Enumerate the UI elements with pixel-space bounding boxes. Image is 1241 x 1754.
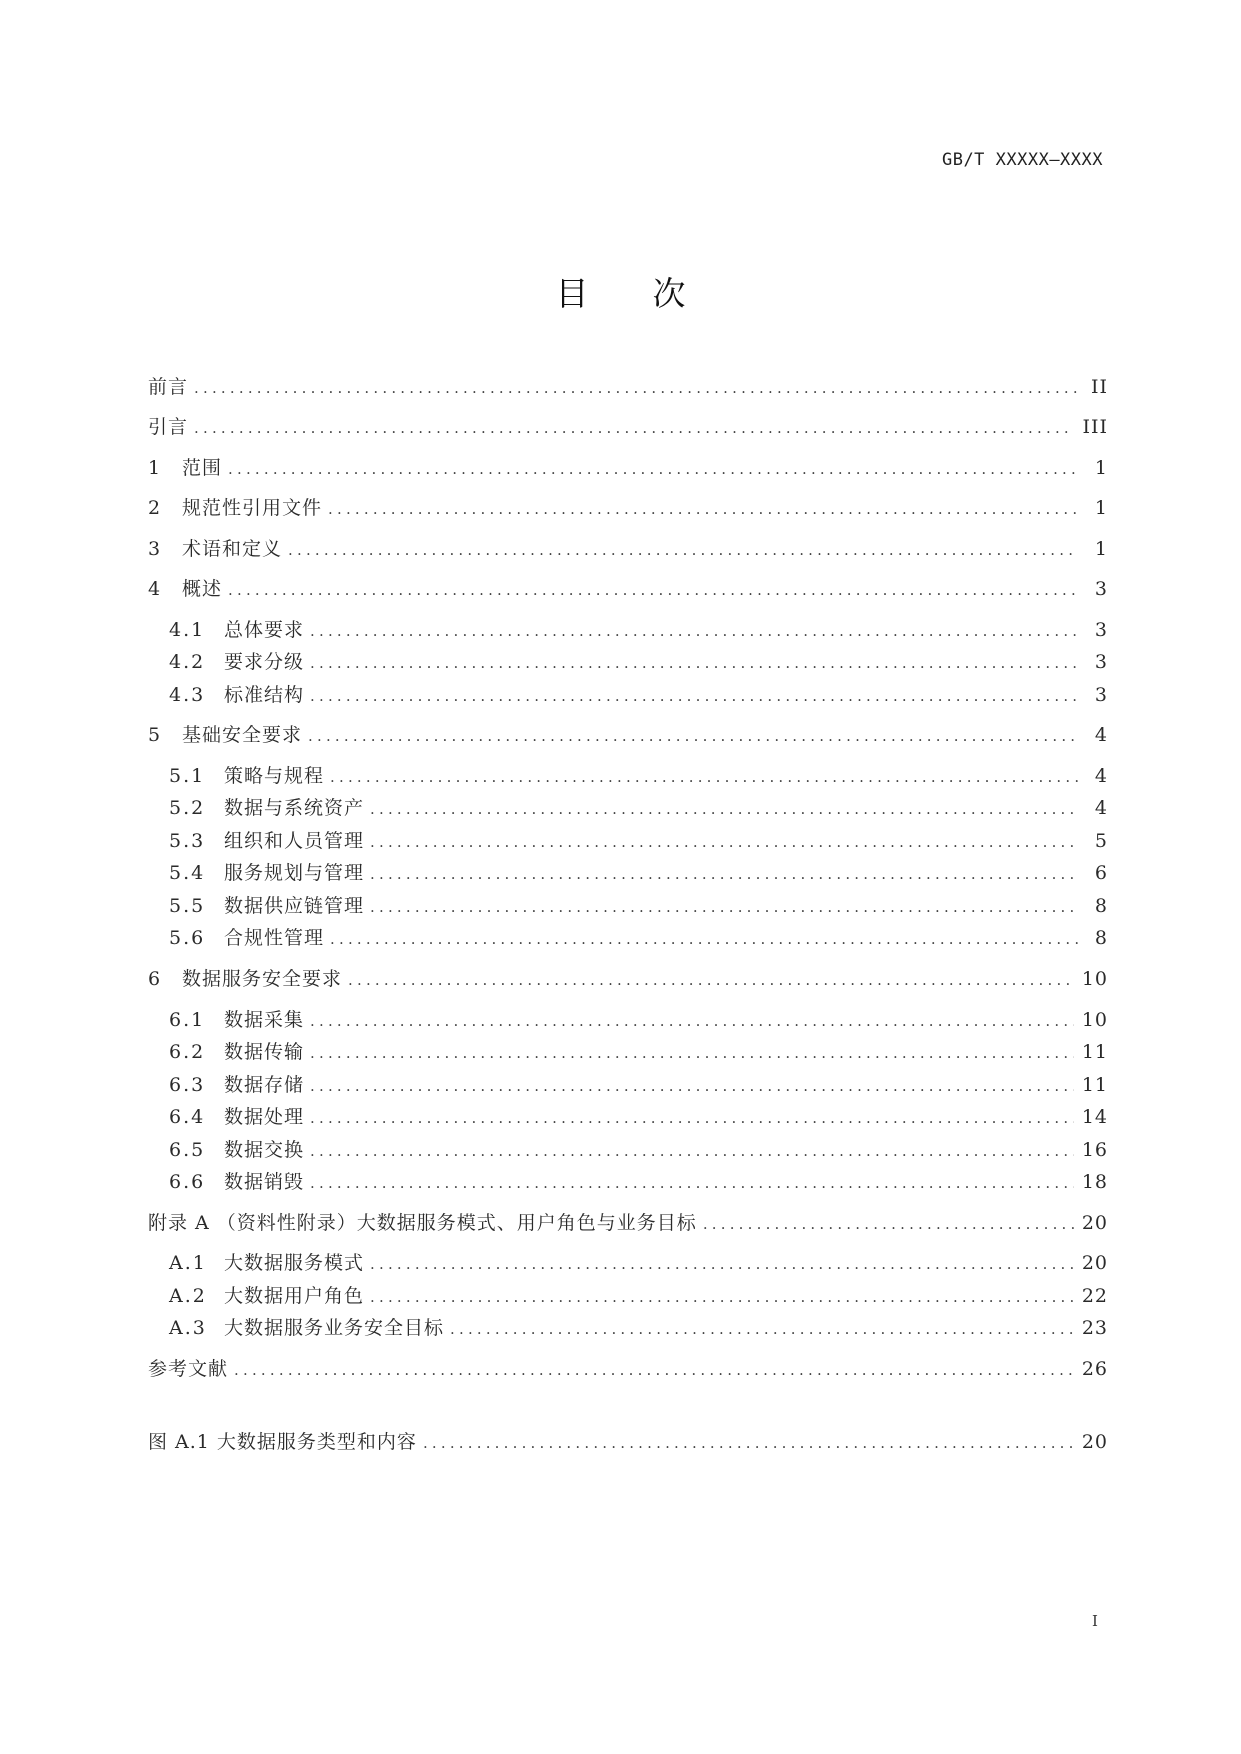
toc-leader-dots bbox=[310, 1105, 1074, 1131]
toc-entry-page: II bbox=[1090, 376, 1108, 398]
toc-entry-page: 16 bbox=[1081, 1139, 1108, 1161]
toc-entry-number: 5.4 bbox=[169, 862, 206, 884]
toc-entry-page: 8 bbox=[1094, 927, 1108, 949]
toc-entry-label: 附录 A （资料性附录）大数据服务模式、用户角色与业务目标 bbox=[148, 1212, 697, 1234]
toc-entry-label: 基础安全要求 bbox=[182, 724, 303, 746]
toc-entry-label: 数据传输 bbox=[224, 1041, 305, 1063]
toc-entry-page: 3 bbox=[1094, 578, 1108, 600]
toc-leader-dots bbox=[370, 894, 1078, 920]
toc-leader-dots bbox=[370, 861, 1078, 887]
toc-entry-label: 策略与规程 bbox=[224, 765, 325, 787]
toc-entry-5-6[interactable] bbox=[169, 925, 1108, 952]
toc-entry-page: 26 bbox=[1081, 1358, 1108, 1380]
toc-entry-number: A.1 bbox=[169, 1252, 207, 1274]
toc-leader-dots bbox=[330, 926, 1078, 952]
toc-entry-number: 2 bbox=[148, 497, 161, 519]
toc-entry-label: 数据供应链管理 bbox=[224, 895, 365, 917]
toc-entry-page: 3 bbox=[1094, 619, 1108, 641]
figure-list-entry-a-1[interactable] bbox=[148, 1429, 1108, 1456]
toc-entry-label: 服务规划与管理 bbox=[224, 862, 365, 884]
toc-entry-label: 标准结构 bbox=[224, 684, 305, 706]
page-number: I bbox=[1092, 1612, 1098, 1630]
figure-entry-label: 图 A.1 大数据服务类型和内容 bbox=[148, 1431, 417, 1453]
toc-leader-dots bbox=[288, 537, 1078, 563]
toc-entry-number: 6 bbox=[148, 968, 161, 990]
toc-entry-a-1[interactable] bbox=[169, 1250, 1108, 1277]
toc-leader-dots bbox=[310, 1170, 1074, 1196]
toc-entry-appendix-a[interactable] bbox=[148, 1210, 1108, 1237]
toc-entry-label: 数据采集 bbox=[224, 1009, 305, 1031]
toc-entry-6-2[interactable] bbox=[169, 1039, 1108, 1066]
toc-entry-page: 20 bbox=[1081, 1252, 1108, 1274]
toc-entry-references[interactable] bbox=[148, 1356, 1108, 1383]
toc-entry-5[interactable] bbox=[148, 722, 1108, 749]
toc-entry-number: 4.2 bbox=[169, 651, 206, 673]
toc-entry-label: 大数据服务模式 bbox=[224, 1252, 365, 1274]
toc-entry-page: 10 bbox=[1081, 1009, 1108, 1031]
toc-entry-number: 6.1 bbox=[169, 1009, 206, 1031]
toc-entry-page: 4 bbox=[1094, 765, 1108, 787]
toc-entry-4-3[interactable] bbox=[169, 682, 1108, 709]
toc-entry-label: 参考文献 bbox=[148, 1358, 229, 1380]
toc-entry-5-1[interactable] bbox=[169, 763, 1108, 790]
toc-entry-number: A.3 bbox=[169, 1317, 207, 1339]
toc-title-left: 目 bbox=[555, 274, 589, 313]
toc-entry-page: 1 bbox=[1094, 538, 1108, 560]
toc-entry-label: 术语和定义 bbox=[182, 538, 283, 560]
toc-entry-label: 前言 bbox=[148, 376, 189, 398]
document-code: GB/T XXXXX—XXXX bbox=[941, 150, 1103, 170]
toc-entry-5-4[interactable] bbox=[169, 860, 1108, 887]
toc-entry-foreword[interactable] bbox=[148, 374, 1108, 401]
toc-leader-dots bbox=[370, 1284, 1074, 1310]
toc-entry-5-5[interactable] bbox=[169, 893, 1108, 920]
toc-entry-4-1[interactable] bbox=[169, 617, 1108, 644]
toc-entry-page: 5 bbox=[1094, 830, 1108, 852]
toc-leader-dots bbox=[370, 796, 1078, 822]
toc-entry-number: 6.5 bbox=[169, 1139, 206, 1161]
toc-entry-2[interactable] bbox=[148, 495, 1108, 522]
toc-leader-dots bbox=[310, 1040, 1074, 1066]
toc-entry-6[interactable] bbox=[148, 966, 1108, 993]
toc-entry-number: 5.5 bbox=[169, 895, 206, 917]
toc-entry-number: A.2 bbox=[169, 1285, 207, 1307]
toc-entry-label: 大数据服务业务安全目标 bbox=[224, 1317, 445, 1339]
toc-entry-page: III bbox=[1082, 416, 1108, 438]
toc-entry-label: 引言 bbox=[148, 416, 189, 438]
toc-entry-page: 23 bbox=[1081, 1317, 1108, 1339]
toc-entry-4[interactable] bbox=[148, 576, 1108, 603]
toc-entry-label: 数据交换 bbox=[224, 1139, 305, 1161]
toc-entry-label: 要求分级 bbox=[224, 651, 305, 673]
toc-entry-page: 22 bbox=[1081, 1285, 1108, 1307]
toc-entry-a-2[interactable] bbox=[169, 1283, 1108, 1310]
toc-entry-page: 14 bbox=[1081, 1106, 1108, 1128]
toc-entry-page: 3 bbox=[1094, 651, 1108, 673]
toc-entry-label: 数据服务安全要求 bbox=[182, 968, 343, 990]
toc-entry-6-1[interactable] bbox=[169, 1007, 1108, 1034]
toc-leader-dots bbox=[234, 1357, 1074, 1383]
toc-leader-dots bbox=[194, 415, 1074, 441]
toc-leader-dots bbox=[450, 1316, 1074, 1342]
toc-leader-dots bbox=[194, 375, 1078, 401]
toc-entry-page: 8 bbox=[1094, 895, 1108, 917]
toc-entry-label: 合规性管理 bbox=[224, 927, 325, 949]
toc-entry-label: 数据与系统资产 bbox=[224, 797, 365, 819]
toc-entry-introduction[interactable] bbox=[148, 414, 1108, 441]
toc-entry-page: 4 bbox=[1094, 724, 1108, 746]
toc-entry-6-4[interactable] bbox=[169, 1104, 1108, 1131]
toc-leader-dots bbox=[328, 496, 1078, 522]
toc-entry-label: 范围 bbox=[182, 457, 223, 479]
toc-entry-label: 概述 bbox=[182, 578, 223, 600]
toc-entry-label: 规范性引用文件 bbox=[182, 497, 323, 519]
toc-entry-3[interactable] bbox=[148, 536, 1108, 563]
toc-entry-page: 6 bbox=[1094, 862, 1108, 884]
toc-leader-dots bbox=[310, 683, 1078, 709]
toc-entry-number: 4.1 bbox=[169, 619, 206, 641]
toc-leader-dots bbox=[310, 1073, 1074, 1099]
toc-entry-page: 11 bbox=[1081, 1074, 1108, 1096]
toc-entry-label: 数据处理 bbox=[224, 1106, 305, 1128]
toc-entry-1[interactable] bbox=[148, 455, 1108, 482]
toc-entry-number: 5.3 bbox=[169, 830, 206, 852]
toc-entry-page: 20 bbox=[1081, 1212, 1108, 1234]
toc-leader-dots bbox=[308, 723, 1078, 749]
toc-entry-number: 5.6 bbox=[169, 927, 206, 949]
toc-entry-number: 1 bbox=[148, 457, 161, 479]
toc-entry-page: 1 bbox=[1094, 497, 1108, 519]
toc-entry-number: 5.2 bbox=[169, 797, 206, 819]
toc-title bbox=[0, 268, 1241, 315]
toc-leader-dots bbox=[310, 650, 1078, 676]
toc-leader-dots bbox=[228, 456, 1078, 482]
toc-leader-dots bbox=[348, 967, 1074, 993]
toc-entry-label: 数据销毁 bbox=[224, 1171, 305, 1193]
toc-entry-page: 4 bbox=[1094, 797, 1108, 819]
toc-entry-page: 18 bbox=[1081, 1171, 1108, 1193]
toc-title-right: 次 bbox=[652, 274, 686, 313]
toc-entry-number: 6.2 bbox=[169, 1041, 206, 1063]
toc-entry-page: 10 bbox=[1081, 968, 1108, 990]
toc-leader-dots bbox=[310, 618, 1078, 644]
toc-leader-dots bbox=[310, 1008, 1074, 1034]
toc-leader-dots bbox=[370, 1251, 1074, 1277]
toc-leader-dots bbox=[703, 1211, 1074, 1237]
toc-leader-dots bbox=[310, 1138, 1074, 1164]
toc-entry-number: 4.3 bbox=[169, 684, 206, 706]
toc-leader-dots bbox=[228, 577, 1078, 603]
figure-entry-page: 20 bbox=[1081, 1431, 1108, 1453]
toc-entry-4-2[interactable] bbox=[169, 649, 1108, 676]
toc-entry-number: 5 bbox=[148, 724, 161, 746]
toc-entry-label: 总体要求 bbox=[224, 619, 305, 641]
toc-entry-a-3[interactable] bbox=[169, 1315, 1108, 1342]
toc-entry-number: 6.4 bbox=[169, 1106, 206, 1128]
toc-entry-6-5[interactable] bbox=[169, 1137, 1108, 1164]
toc-entry-6-3[interactable] bbox=[169, 1072, 1108, 1099]
toc-entry-number: 3 bbox=[148, 538, 161, 560]
toc-entry-5-3[interactable] bbox=[169, 828, 1108, 855]
toc-entry-label: 大数据用户角色 bbox=[224, 1285, 365, 1307]
toc-entry-label: 数据存储 bbox=[224, 1074, 305, 1096]
toc-entry-number: 4 bbox=[148, 578, 161, 600]
toc-entry-6-6[interactable] bbox=[169, 1169, 1108, 1196]
toc-entry-5-2[interactable] bbox=[169, 795, 1108, 822]
toc-entry-label: 组织和人员管理 bbox=[224, 830, 365, 852]
toc-entry-number: 6.6 bbox=[169, 1171, 206, 1193]
toc-entry-page: 11 bbox=[1081, 1041, 1108, 1063]
toc-entry-number: 5.1 bbox=[169, 765, 206, 787]
toc-leader-dots bbox=[370, 829, 1078, 855]
toc-entry-number: 6.3 bbox=[169, 1074, 206, 1096]
toc-entry-page: 3 bbox=[1094, 684, 1108, 706]
toc-entry-page: 1 bbox=[1094, 457, 1108, 479]
toc-leader-dots bbox=[330, 764, 1078, 790]
toc-leader-dots bbox=[423, 1430, 1074, 1456]
